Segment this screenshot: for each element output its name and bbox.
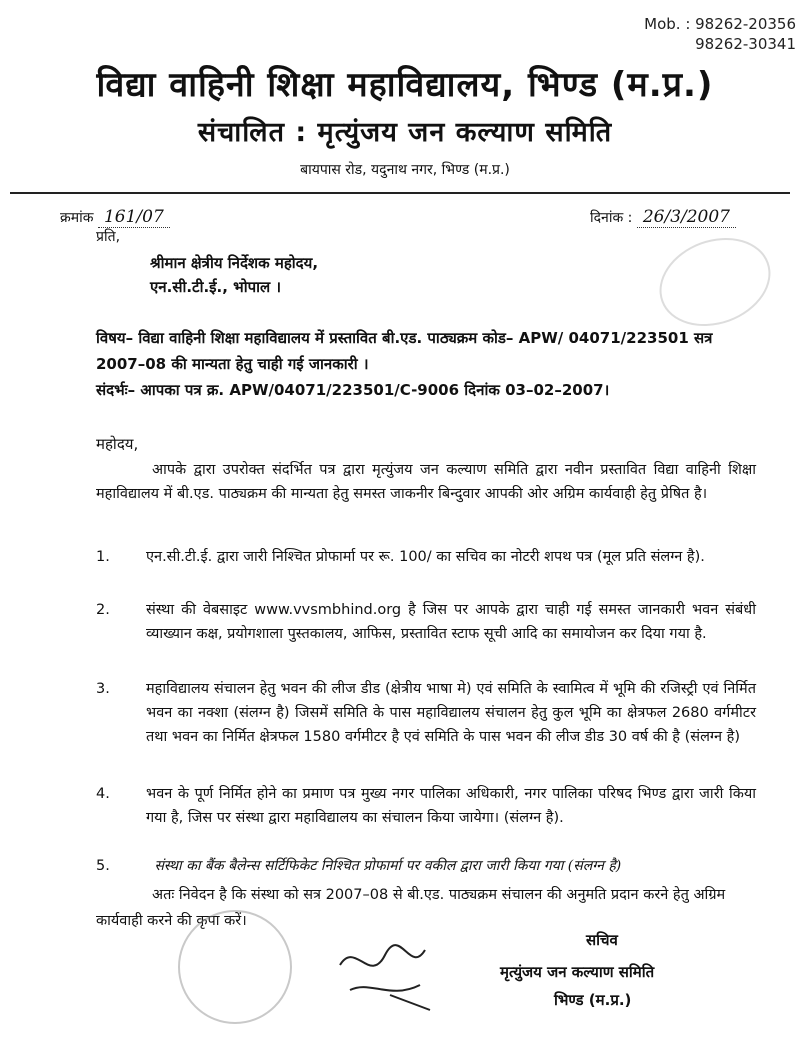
list-item-number: 4. xyxy=(96,786,110,802)
letter-reference: संदर्भः– आपका पत्र क्र. APW/04071/223501/C-9006 दिनांक 03–02–2007। xyxy=(96,381,610,399)
notary-seal xyxy=(178,910,292,1024)
list-item-number: 1. xyxy=(96,549,110,565)
header-divider xyxy=(10,192,790,194)
list-item xyxy=(96,545,756,569)
received-stamp xyxy=(647,223,783,341)
intro-paragraph: आपके द्वारा उपरोक्त संदर्भित पत्र द्वारा मृत्युंजय जन कल्याण समिति द्वारा नवीन प्रस्तावित विद्या वाहिनी शिक्षा महाविद्यालय में बी.एड. पाठ्यक्रम की मान्यता हेतु समस्त जाकनीर बिन्दुवार आपकी ओर अग्रिम कार्यवाही हेतु प्रेषित है। xyxy=(96,462,756,502)
letter-date-value: 26/3/2007 xyxy=(637,207,736,228)
letterhead-title: विद्या वाहिनी शिक्षा महाविद्यालय, भिण्ड (म.प्र.) xyxy=(96,65,714,105)
list-item-text: एन.सी.टी.ई. द्वारा जारी निश्चित प्रोफार्मा पर रू. 100/ का सचिव का नोटरी शपथ पत्र (मूल प्रति संलग्न है). xyxy=(146,549,705,565)
signatory-title: सचिव xyxy=(586,931,618,949)
recipient-prefix: प्रति, xyxy=(96,229,121,245)
handwritten-signature xyxy=(330,935,450,1015)
list-item xyxy=(96,677,756,749)
list-item-handwritten xyxy=(96,856,776,875)
reference-number xyxy=(60,207,170,227)
letter-subject: विषय– विद्या वाहिनी शिक्षा महाविद्यालय में प्रस्तावित बी.एड. पाठ्यक्रम कोड– APW/ 04071/223501 सत्र 2007–08 की मान्यता हेतु चाही गई जानकारी । xyxy=(96,329,713,373)
recipient-line-2: एन.सी.टी.ई., भोपाल । xyxy=(150,278,282,296)
handwritten-note: संस्था का बैंक बैलेन्स सर्टिफिकेट निश्चित प्रोफार्मा पर वकील द्वारा जारी किया गया (संलग्न है) xyxy=(154,858,622,874)
reference-number-label: क्रमांक xyxy=(60,210,94,226)
list-item xyxy=(96,782,756,830)
signatory-organisation: मृत्युंजय जन कल्याण समिति xyxy=(500,963,655,981)
list-item-number: 3. xyxy=(96,681,110,697)
list-item-number: 2. xyxy=(96,602,110,618)
letter-date-label: दिनांक : xyxy=(590,210,633,226)
letterhead-subtitle: संचालित : मृत्युंजय जन कल्याण समिति xyxy=(197,117,613,148)
letterhead-address: बायपास रोड, यदुनाथ नगर, भिण्ड (म.प्र.) xyxy=(300,162,510,178)
mobile-line-1: Mob. : 98262-20356 xyxy=(644,15,796,33)
letter-date xyxy=(590,207,736,227)
list-item-text: भवन के पूर्ण निर्मित होने का प्रमाण पत्र मुख्य नगर पालिका अधिकारी, नगर पालिका परिषद भिण्ड द्वारा जारी किया गया है, जिस पर संस्था द्वारा महाविद्यालय का संचालन किया जायेगा। (संलग्न है). xyxy=(146,786,756,826)
mobile-line-2: 98262-30341 xyxy=(695,35,796,53)
list-item-number: 5. xyxy=(96,858,110,874)
salutation: महोदय, xyxy=(96,435,139,453)
list-item-text: संस्था की वेबसाइट www.vvsmbhind.org है जिस पर आपके द्वारा चाही गई समस्त जानकारी भवन संबंधी व्याख्यान कक्ष, प्रयोगशाला पुस्तकालय, आफिस, प्रस्तावित स्टाफ सूची आदि का समायोजन कर दिया गया है. xyxy=(146,602,756,642)
closing-paragraph: अतः निवेदन है कि संस्था को सत्र 2007–08 से बी.एड. पाठ्यक्रम संचालन की अनुमति प्रदान करने हेतु अग्रिम कार्यवाही करने की कृपा करें। xyxy=(96,887,726,929)
signatory-city: भिण्ड (म.प्र.) xyxy=(554,991,632,1009)
reference-number-value: 161/07 xyxy=(98,207,170,228)
recipient-line-1: श्रीमान क्षेत्रीय निर्देशक महोदय, xyxy=(150,254,319,272)
list-item-text: महाविद्यालय संचालन हेतु भवन की लीज डीड (क्षेत्रीय भाषा मे) एवं समिति के स्वामित्व में भूमि की रजिस्ट्री एवं निर्मित भवन का नक्शा (संलग्न है) जिसमें समिति के पास महाविद्यालय संचालन हेतु कुल भूमि का क्षेत्रफल 2680 वर्गमीटर तथा भवन का निर्मित क्षेत्रफल 1580 वर्गमीटर है एवं समिति के पास भवन की लीज डीड 30 वर्ष की है (संलग्न है) xyxy=(146,681,756,745)
mobile-numbers xyxy=(644,14,796,54)
list-item xyxy=(96,598,756,646)
